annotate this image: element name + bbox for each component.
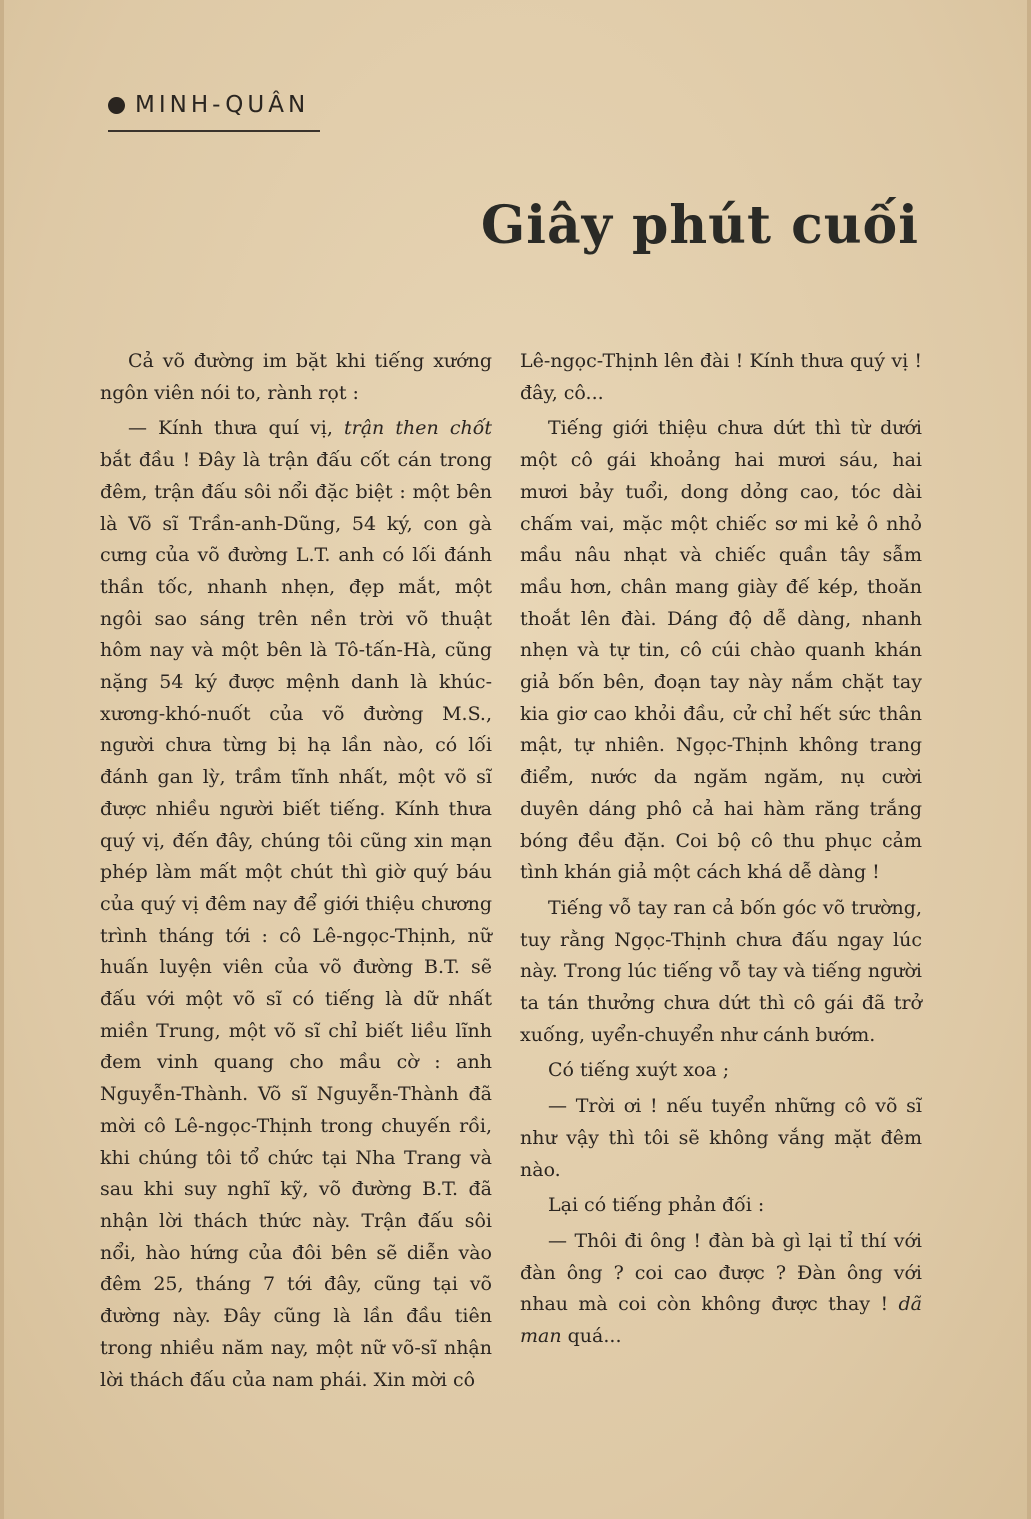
paragraph: Tiếng vỗ tay ran cả bốn góc võ trường, tuy rằng Ngọc-Thịnh chưa đấu ngay lúc này. Trong lúc tiếng vỗ tay và tiếng người ta tán thưởng chưa dứt thì cô gái đã trở xuống, uyển-chuyển như cánh bướm. [520, 896, 922, 1046]
left-column [100, 346, 492, 1400]
italic-phrase: dã man [520, 1293, 922, 1348]
right-column [520, 346, 922, 1357]
page-edge-right [1027, 0, 1031, 1519]
paragraph-text: — Thôi đi ông ! đàn bà gì lại tỉ thí với đàn ông ? coi cao được ? Đàn ông với nhau mà coi còn không được thay ! [520, 1229, 922, 1316]
bullet-icon [108, 97, 125, 114]
paragraph: — Trời ơi ! nếu tuyển những cô võ sĩ như vậy thì tôi sẽ không vắng mặt đêm nào. [520, 1095, 922, 1181]
paragraph [100, 413, 492, 1396]
author-byline [108, 92, 309, 118]
paragraph-text: — Kính thưa quí vị, [128, 417, 345, 440]
paragraph: Lại có tiếng phản đối : [548, 1194, 765, 1217]
paragraph-text: bắt đầu ! Đây là trận đấu cốt cán trong đêm, trận đấu sôi nổi đặc biệt : một bên là Võ sĩ Trần-anh-Dũng, 54 ký, con gà cưng của võ đường L.T. anh có lối đánh thần tốc, nhanh nhẹn, đẹp mắt, một ngôi sao sáng trên nền trời võ thuật hôm nay và một bên là Tô-tấn-Hà, cũng nặng 54 ký được mệnh danh là khúc-xương-khó-nuốt của võ đường M.S., người chưa từng bị hạ lần nào, có lối đánh gan lỳ, trầm tĩnh nhất, một võ sĩ được nhiều người biết tiếng. Kính thưa quý vị, đến đây, chúng tôi cũng xin mạn phép làm mất một chút thì giờ quý báu của quý vị đêm nay để giới thiệu chương trình tháng tới : cô Lê-ngọc-Thịnh, nữ huấn luyện viên của võ đường B.T. sẽ đấu với một võ sĩ có tiếng là dữ nhất miền Trung, một võ sĩ chỉ biết liều lĩnh đem vinh quang cho mầu cờ : anh Nguyễn-Thành. Võ sĩ Nguyễn-Thành đã mời cô Lê-ngọc-Thịnh trong chuyến rồi, khi chúng tôi tổ chức tại Nha Trang và sau khi suy nghĩ kỹ, võ đường B.T. đã nhận lời thách thức này. Trận đấu sôi nổi, hào hứng của đôi bên sẽ diễn vào đêm 25, tháng 7 tới đây, cũng tại võ đường này. Đây cũng là lần đầu tiên trong nhiều năm nay, một nữ võ-sĩ nhận lời thách đấu của nam phái. Xin mời cô [100, 449, 492, 1391]
paragraph: Cả võ đường im bặt khi tiếng xướng ngôn viên nói to, rành rọt : [100, 350, 492, 404]
paragraph [520, 1226, 922, 1353]
paragraph: Tiếng giới thiệu chưa dứt thì từ dưới một cô gái khoảng hai mươi sáu, hai mươi bảy tuổi, dong dỏng cao, tóc dài chấm vai, mặc một chiếc sơ mi kẻ ô nhỏ mầu nâu nhạt và chiếc quần tây sẫm mầu hơn, chân mang giày đế kép, thoăn thoắt lên đài. Dáng độ dễ dàng, nhanh nhẹn và tự tin, cô cúi chào quanh khán giả bốn bên, đoạn tay này nắm chặt tay kia giơ cao khỏi đầu, cử chỉ hết sức thân mật, tự nhiên. Ngọc-Thịnh không trang điểm, nước da ngăm ngăm, nụ cười duyên dáng phô cả hai hàm răng trắng bóng đều đặn. Coi bộ cô thu phục cảm tình khán giả một cách khá dễ dàng ! [520, 417, 922, 884]
paragraph-text: quá... [561, 1325, 622, 1348]
author-underline [108, 130, 320, 132]
paragraph: Có tiếng xuýt xoa ; [548, 1059, 730, 1082]
paragraph: Lê-ngọc-Thịnh lên đài ! Kính thưa quý vị ! đây, cô... [520, 350, 922, 404]
italic-phrase: trận then chốt [344, 417, 492, 440]
page-edge-left [0, 0, 4, 1519]
article-title: Giây phút cuối [480, 195, 919, 256]
author-name: MINH-QUÂN [135, 92, 310, 118]
